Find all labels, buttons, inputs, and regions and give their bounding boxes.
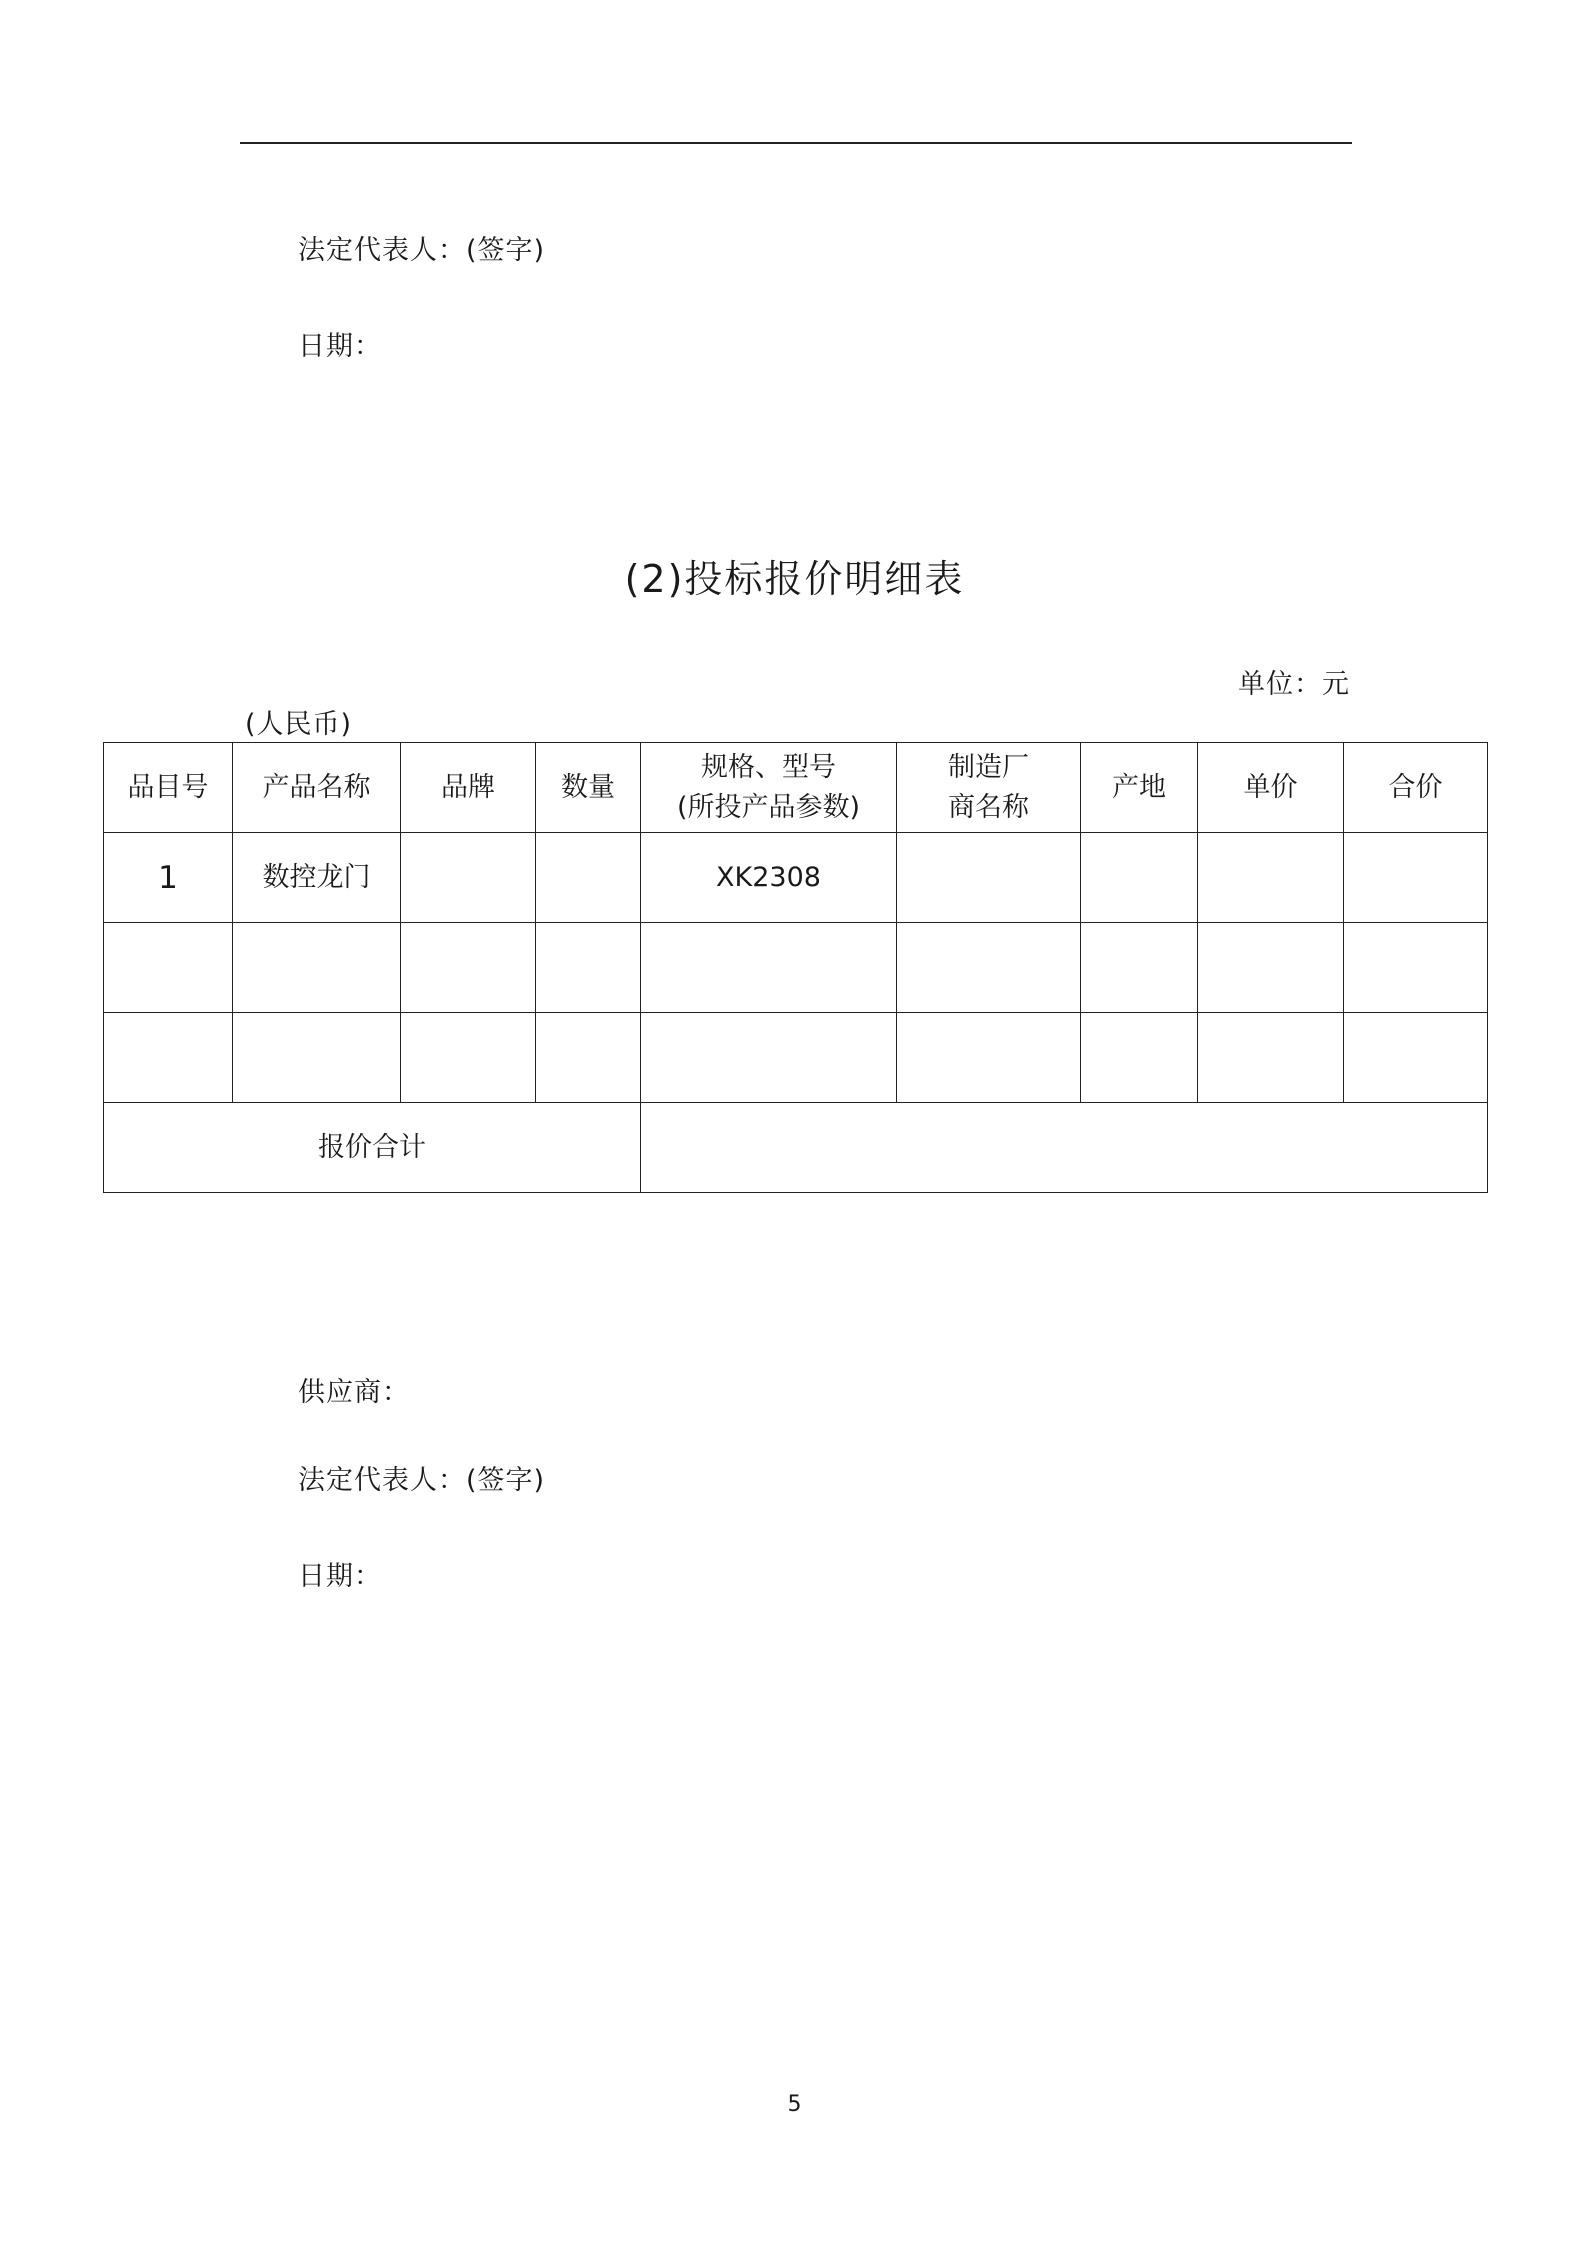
header-manufacturer-line1: 制造厂 (948, 751, 1029, 783)
cell-origin (1081, 833, 1198, 923)
currency-label: (人民币) (245, 709, 353, 740)
header-spec (641, 743, 897, 833)
quote-detail-table (103, 742, 1488, 1193)
page-number: 5 (787, 2092, 802, 2117)
cell-brand (401, 923, 536, 1013)
header-unit-price: 单价 (1198, 743, 1344, 833)
page-title: (2)投标报价明细表 (624, 557, 965, 601)
cell-spec (641, 1013, 897, 1103)
header-total: 合价 (1344, 743, 1488, 833)
cell-total (1344, 1013, 1488, 1103)
header-origin: 产地 (1081, 743, 1198, 833)
date-label: 日期： (298, 1561, 382, 1592)
cell-product-name: 数控龙门 (233, 833, 401, 923)
total-label: 报价合计 (104, 1103, 641, 1193)
cell-product-name (233, 923, 401, 1013)
cell-unit-price (1198, 923, 1344, 1013)
cell-unit-price (1198, 1013, 1344, 1103)
date-label: 日期： (298, 331, 382, 362)
cell-unit-price (1198, 833, 1344, 923)
legal-rep-signature-label: 法定代表人：(签字) (298, 235, 546, 266)
header-manufacturer (897, 743, 1081, 833)
cell-manufacturer (897, 923, 1081, 1013)
header-quantity: 数量 (536, 743, 641, 833)
cell-item-no (104, 1013, 233, 1103)
header-rule (240, 142, 1352, 144)
header-brand: 品牌 (401, 743, 536, 833)
total-value (641, 1103, 1488, 1193)
cell-quantity (536, 1013, 641, 1103)
table-row (104, 1013, 1488, 1103)
cell-item-no (104, 923, 233, 1013)
cell-manufacturer (897, 1013, 1081, 1103)
cell-quantity (536, 923, 641, 1013)
cell-origin (1081, 923, 1198, 1013)
cell-manufacturer (897, 833, 1081, 923)
supplier-label: 供应商： (298, 1377, 410, 1408)
legal-rep-signature-label: 法定代表人：(签字) (298, 1465, 546, 1496)
cell-brand (401, 1013, 536, 1103)
table-total-row (104, 1103, 1488, 1193)
cell-total (1344, 923, 1488, 1013)
header-product-name: 产品名称 (233, 743, 401, 833)
header-manufacturer-line2: 商名称 (948, 791, 1029, 823)
cell-spec (641, 923, 897, 1013)
header-spec-line1: 规格、型号 (701, 751, 836, 783)
cell-product-name (233, 1013, 401, 1103)
table-header-row (104, 743, 1488, 833)
cell-quantity (536, 833, 641, 923)
header-item-no: 品目号 (104, 743, 233, 833)
cell-item-no: 1 (104, 833, 233, 923)
cell-spec: XK2308 (641, 833, 897, 923)
cell-brand (401, 833, 536, 923)
cell-total (1344, 833, 1488, 923)
table-row (104, 923, 1488, 1013)
cell-origin (1081, 1013, 1198, 1103)
unit-label: 单位：元 (1238, 669, 1350, 700)
table-row (104, 833, 1488, 923)
header-spec-line2: (所投产品参数) (676, 791, 861, 823)
